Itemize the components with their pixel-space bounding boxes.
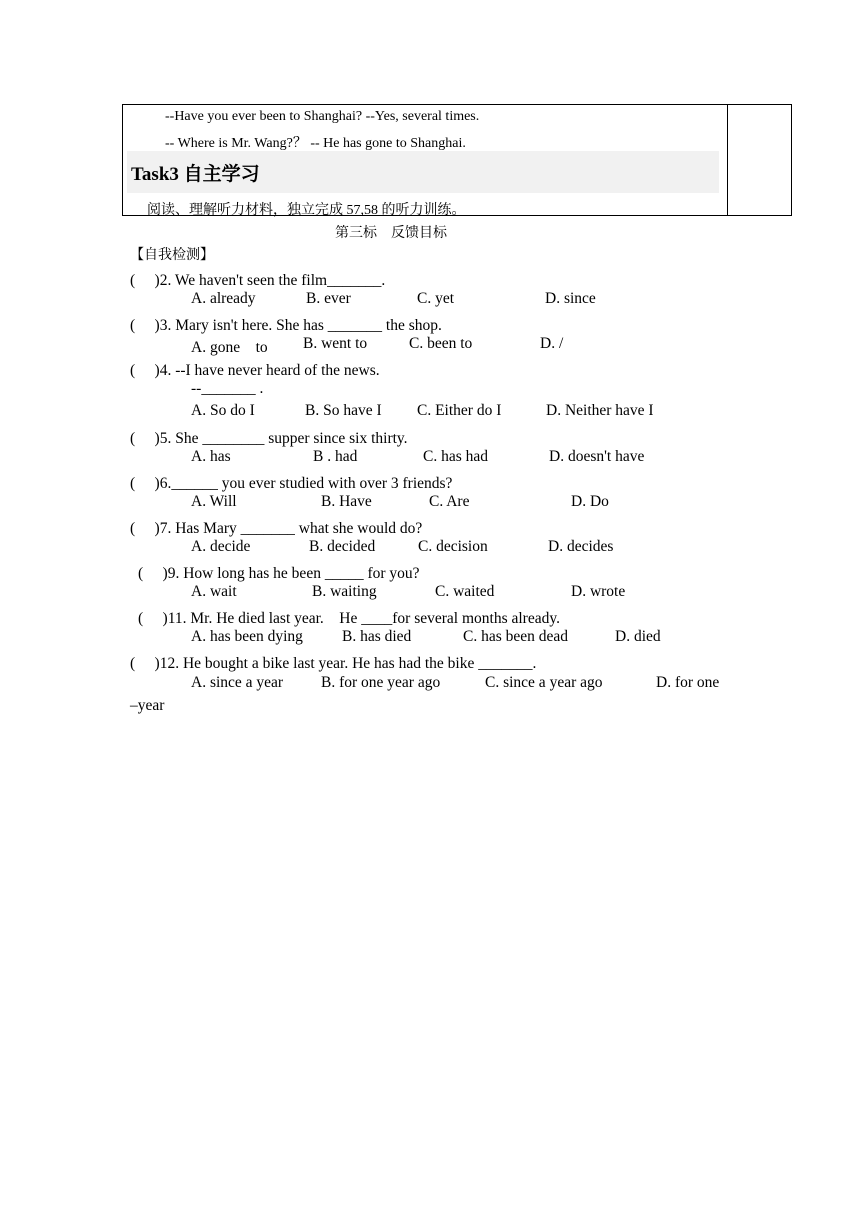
dialogue-line-2: -- Where is Mr. Wang?？ -- He has gone to Shanghai.	[165, 136, 466, 151]
option-a: A. decide	[191, 538, 251, 555]
option-c: C. Either do I	[417, 402, 502, 419]
option-a: A. since a year	[191, 674, 284, 691]
question-stem: ( )9. How long has he been _____ for you?	[138, 565, 420, 582]
option-d: D. decides	[548, 538, 614, 555]
question-stem: ( )4. --I have never heard of the news.	[130, 362, 380, 379]
option-a: A. gone to	[191, 339, 268, 356]
option-a: A. wait	[191, 583, 237, 600]
option-c: C. decision	[418, 538, 488, 555]
option-b: B. went to	[303, 335, 368, 352]
task-title: Task3 自主学习	[131, 164, 260, 185]
option-c: C. has had	[423, 448, 489, 465]
option-d: D. wrote	[571, 583, 626, 600]
option-a: A. Will	[191, 493, 237, 510]
option-d-wrap: –year	[130, 697, 165, 714]
question-stem: ( )6.______ you ever studied with over 3 friends?	[130, 475, 453, 492]
option-b: B. for one year ago	[321, 674, 441, 691]
task-table	[122, 104, 792, 216]
option-c: C. waited	[435, 583, 495, 600]
option-a: A. has	[191, 448, 231, 465]
option-b: B. ever	[306, 290, 351, 307]
option-b: B. waiting	[312, 583, 377, 600]
option-c: C. since a year ago	[485, 674, 603, 691]
dialogue-line-1: --Have you ever been to Shanghai? --Yes, several times.	[165, 109, 480, 124]
option-d: D. since	[545, 290, 596, 307]
option-b: B. decided	[309, 538, 376, 555]
option-a: A. already	[191, 290, 256, 307]
question-stem: ( )7. Has Mary _______ what she would do?	[130, 520, 423, 537]
section-title: 第三标 反馈目标	[335, 226, 447, 241]
option-c: C. Are	[429, 493, 470, 510]
option-d: D. doesn't have	[549, 448, 645, 465]
question-stem: ( )11. Mr. He died last year. He ____for several months already.	[138, 610, 560, 627]
option-a: A. has been dying	[191, 628, 303, 645]
question-response: --_______ .	[191, 380, 264, 397]
option-a: A. So do I	[191, 402, 255, 419]
option-c: C. been to	[409, 335, 473, 352]
option-b: B. Have	[321, 493, 372, 510]
option-d: D. Neither have I	[546, 402, 654, 419]
option-b: B. So have I	[305, 402, 382, 419]
option-c: C. has been dead	[463, 628, 569, 645]
option-d: D. died	[615, 628, 661, 645]
option-d: D. for one	[656, 674, 720, 691]
option-c: C. yet	[417, 290, 455, 307]
option-d: D. /	[540, 335, 564, 352]
self-test-heading: 【自我检测】	[130, 248, 214, 263]
question-stem: ( )3. Mary isn't here. She has _______ the shop.	[130, 317, 442, 334]
option-d: D. Do	[571, 493, 609, 510]
question-stem: ( )5. She ________ supper since six thirty.	[130, 430, 408, 447]
option-b: B. has died	[342, 628, 412, 645]
question-stem: ( )2. We haven't seen the film_______.	[130, 272, 386, 289]
task-description: 阅读、理解听力材料，独立完成 57,58 的听力训练。	[147, 203, 466, 218]
question-stem: ( )12. He bought a bike last year. He has had the bike _______.	[130, 655, 537, 672]
table-divider	[727, 105, 728, 215]
option-b: B . had	[313, 448, 358, 465]
